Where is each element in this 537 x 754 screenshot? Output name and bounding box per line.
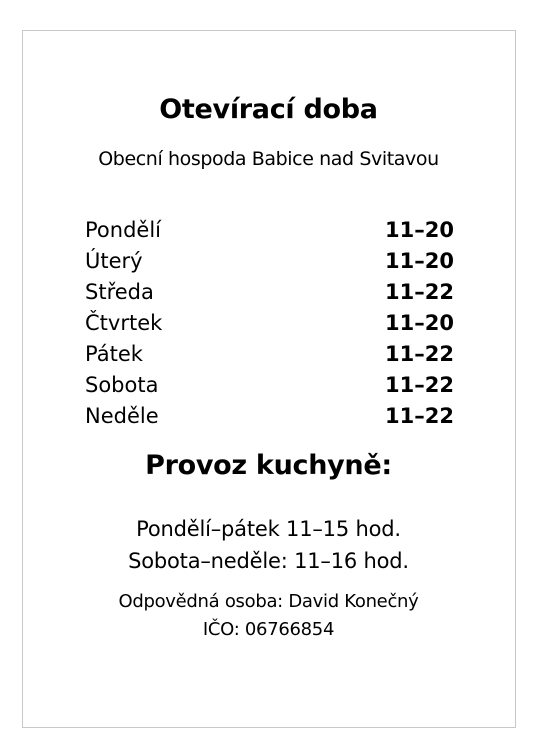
kitchen-hours-weekdays: Pondělí–pátek 11–15 hod. — [136, 517, 401, 541]
time-value: 11–22 — [385, 342, 454, 366]
kitchen-title: Provoz kuchyně: — [145, 450, 392, 481]
hours-row-friday — [85, 339, 454, 370]
day-label: Úterý — [85, 249, 143, 273]
time-value: 11–20 — [385, 249, 454, 273]
day-label: Neděle — [85, 404, 159, 428]
hours-row-saturday — [85, 370, 454, 401]
day-label: Čtvrtek — [85, 311, 163, 335]
opening-hours-list — [85, 215, 454, 432]
hours-row-sunday — [85, 401, 454, 432]
responsible-person: Odpovědná osoba: David Konečný — [118, 591, 419, 612]
day-label: Pátek — [85, 342, 143, 366]
time-value: 11–20 — [385, 311, 454, 335]
page-title: Otevírací doba — [159, 94, 378, 125]
page-subtitle: Obecní hospoda Babice nad Svitavou — [98, 148, 439, 170]
day-label: Pondělí — [85, 218, 161, 242]
company-id: IČO: 06766854 — [202, 619, 335, 640]
time-value: 11–22 — [385, 404, 454, 428]
hours-row-wednesday — [85, 277, 454, 308]
time-value: 11–22 — [385, 280, 454, 304]
kitchen-hours-weekend: Sobota–neděle: 11–16 hod. — [128, 549, 409, 573]
day-label: Sobota — [85, 373, 159, 397]
hours-row-tuesday — [85, 246, 454, 277]
time-value: 11–22 — [385, 373, 454, 397]
hours-row-thursday — [85, 308, 454, 339]
hours-row-monday — [85, 215, 454, 246]
day-label: Středa — [85, 280, 154, 304]
time-value: 11–20 — [385, 218, 454, 242]
